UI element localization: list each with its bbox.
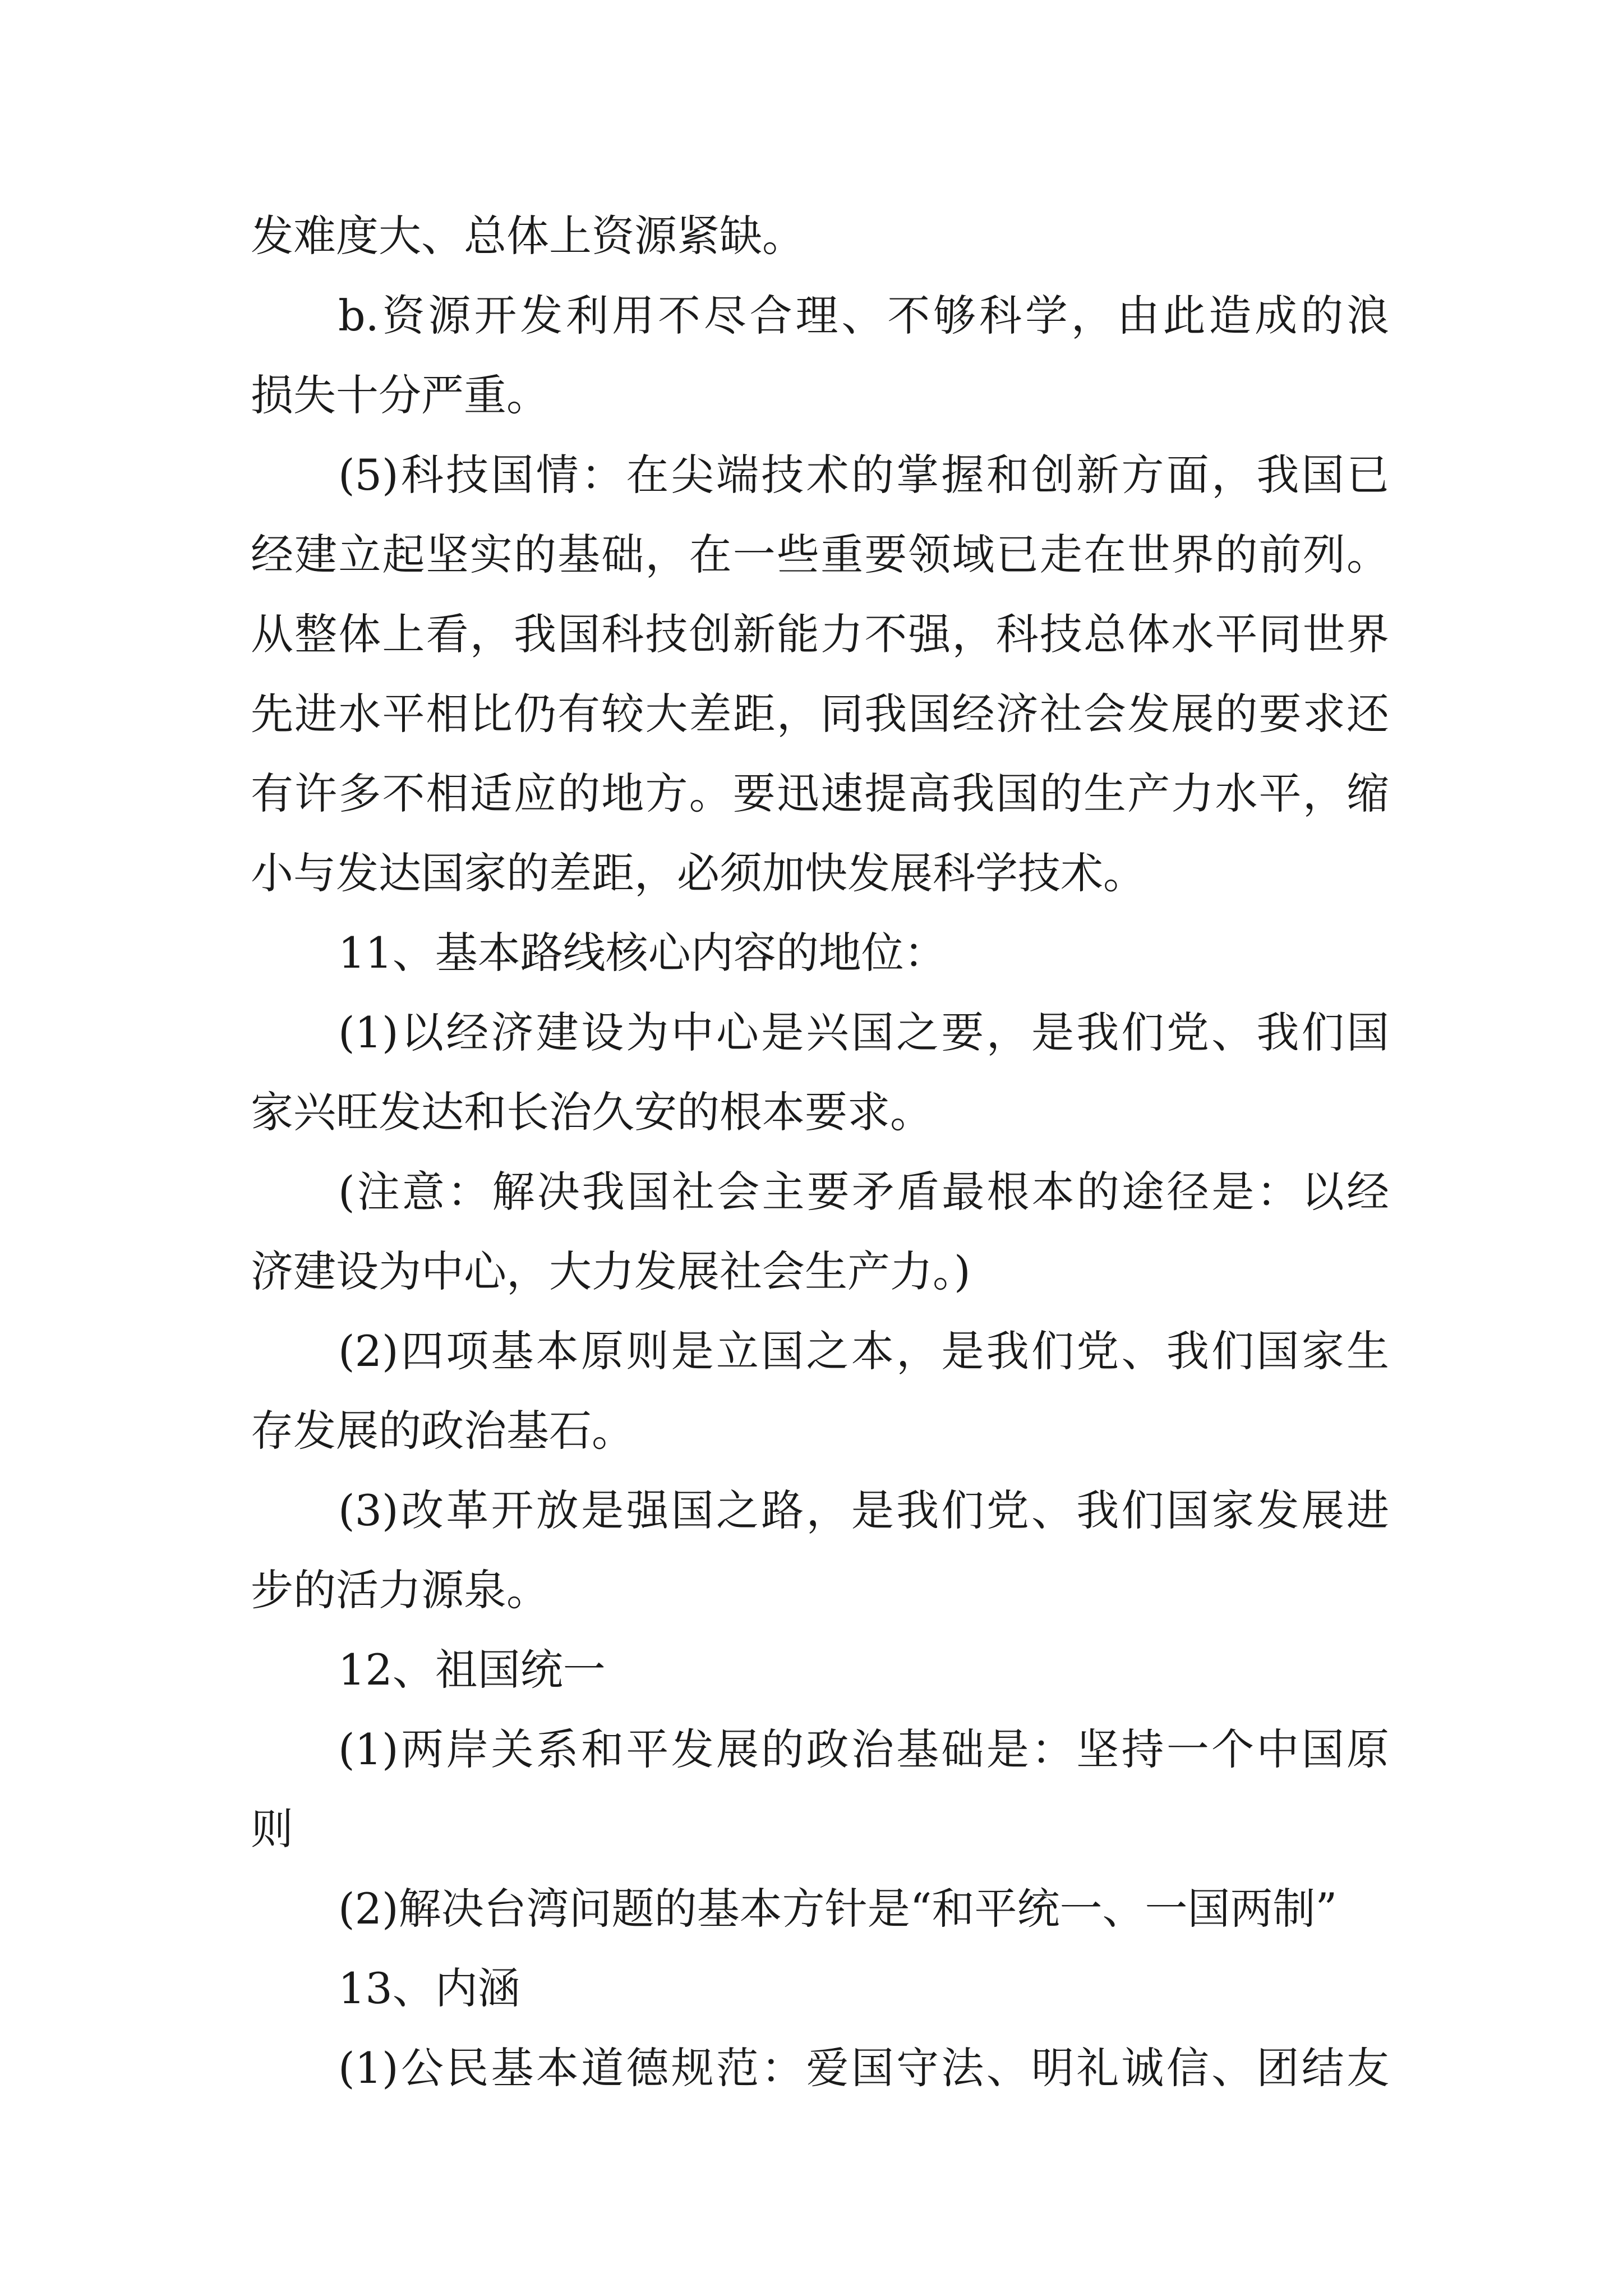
text-line: 家兴旺发达和长治久安的根本要求。 — [251, 1087, 933, 1137]
text-line: 济建设为中心，大力发展社会生产力。) — [251, 1246, 971, 1296]
paragraph — [251, 1471, 1389, 1630]
text-line: 有许多不相适应的地方。要迅速提高我国的生产力水平，缩 — [251, 769, 1389, 818]
text-line: 从整体上看，我国科技创新能力不强，科技总体水平同世界 — [251, 609, 1389, 659]
paragraph — [251, 435, 1389, 913]
paragraph — [251, 993, 1389, 1152]
text-line: (3)改革开放是强国之路，是我们党、我们国家发展进 — [338, 1485, 1389, 1535]
text-line: (1)以经济建设为中心是兴国之要，是我们党、我们国 — [338, 1007, 1389, 1057]
text-line: b.资源开发利用不尽合理、不够科学，由此造成的浪 — [338, 291, 1389, 341]
paragraph — [251, 1630, 1389, 1710]
paragraph — [251, 276, 1389, 435]
text-line: 损失十分严重。 — [251, 370, 549, 420]
text-line: 11、基本路线核心内容的地位： — [338, 928, 947, 978]
text-line: 步的活力源泉。 — [251, 1565, 549, 1615]
paragraph — [251, 196, 1389, 276]
text-line: (1)两岸关系和平发展的政治基础是：坚持一个中国原 — [338, 1724, 1389, 1774]
text-line: (1)公民基本道德规范：爱国守法、明礼诚信、团结友 — [338, 2043, 1389, 2093]
text-line: (2)四项基本原则是立国之本，是我们党、我们国家生 — [338, 1326, 1389, 1376]
document-body — [251, 196, 1389, 2108]
text-line: 则 — [251, 1804, 293, 1854]
text-line: 发难度大、总体上资源紧缺。 — [251, 211, 805, 261]
paragraph — [251, 913, 1389, 993]
paragraph — [251, 1312, 1389, 1471]
text-line: 存发展的政治基石。 — [251, 1406, 634, 1456]
text-line: (注意：解决我国社会主要矛盾最根本的途径是：以经 — [338, 1167, 1389, 1217]
text-line: 12、祖国统一 — [338, 1645, 606, 1695]
text-line: 先进水平相比仍有较大差距，同我国经济社会发展的要求还 — [251, 689, 1389, 739]
paragraph — [251, 2028, 1389, 2108]
text-line: (2)解决台湾问题的基本方针是“和平统一、一国两制” — [338, 1884, 1338, 1934]
text-line: 经建立起坚实的基础，在一些重要领域已走在世界的前列。 — [251, 530, 1389, 579]
paragraph — [251, 1152, 1389, 1312]
paragraph — [251, 1710, 1389, 1869]
paragraph — [251, 1949, 1389, 2028]
text-line: 13、内涵 — [338, 1963, 520, 2013]
text-line: (5)科技国情：在尖端技术的掌握和创新方面，我国已 — [338, 450, 1389, 500]
text-line: 小与发达国家的差距，必须加快发展科学技术。 — [251, 848, 1146, 898]
paragraph — [251, 1869, 1389, 1949]
